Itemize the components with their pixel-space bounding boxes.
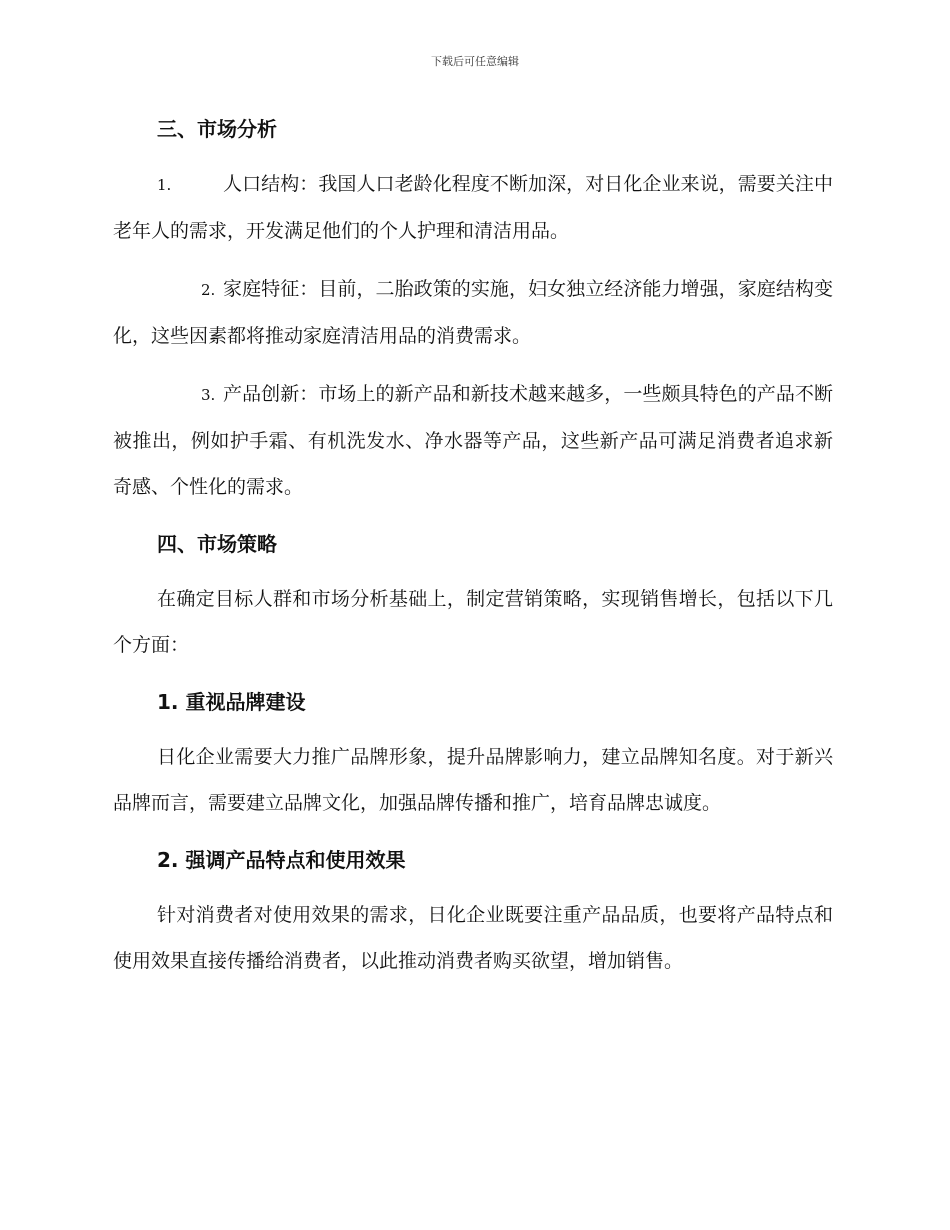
- brand-building-paragraph: 日化企业需要大力推广品牌形象，提升品牌影响力，建立品牌知名度。对于新兴品牌而言，需要建立品牌文化，加强品牌传播和推广，培育品牌忠诚度。: [113, 746, 833, 814]
- numbered-paragraph-2: [113, 266, 833, 359]
- subheading-product-features: 2. 强调产品特点和使用效果: [157, 848, 406, 872]
- numbered-paragraph-3: [113, 371, 833, 510]
- paragraph-text: 产品创新：市场上的新产品和新技术越来越多，一些颇具特色的产品不断被推出，例如护手霜、有机洗发水、净水器等产品，这些新产品可满足消费者追求新奇感、个性化的需求。: [113, 383, 833, 498]
- numbered-paragraph-1: [113, 161, 833, 254]
- paragraph-text: 人口结构：我国人口老龄化程度不断加深，对日化企业来说，需要关注中老年人的需求，开发满足他们的个人护理和清洁用品。: [113, 173, 833, 242]
- section-heading-market-strategy: 四、市场策略: [157, 532, 277, 556]
- document-body: [113, 109, 833, 984]
- strategy-intro-paragraph: 在确定目标人群和市场分析基础上，制定营销策略，实现销售增长，包括以下几个方面：: [113, 588, 833, 656]
- list-number: 2.: [201, 281, 216, 299]
- product-features-paragraph: 针对消费者对使用效果的需求，日化企业既要注重产品品质，也要将产品特点和使用效果直接传播给消费者，以此推动消费者购买欲望，增加销售。: [113, 904, 833, 972]
- page-header-note: 下载后可任意编辑: [431, 55, 519, 68]
- section-heading-market-analysis: 三、市场分析: [157, 117, 277, 141]
- subheading-brand-building: 1. 重视品牌建设: [157, 690, 306, 714]
- paragraph-text: 家庭特征：目前，二胎政策的实施，妇女独立经济能力增强，家庭结构变化，这些因素都将推动家庭清洁用品的消费需求。: [113, 278, 833, 347]
- list-number: 1.: [157, 176, 172, 194]
- list-number: 3.: [201, 386, 216, 404]
